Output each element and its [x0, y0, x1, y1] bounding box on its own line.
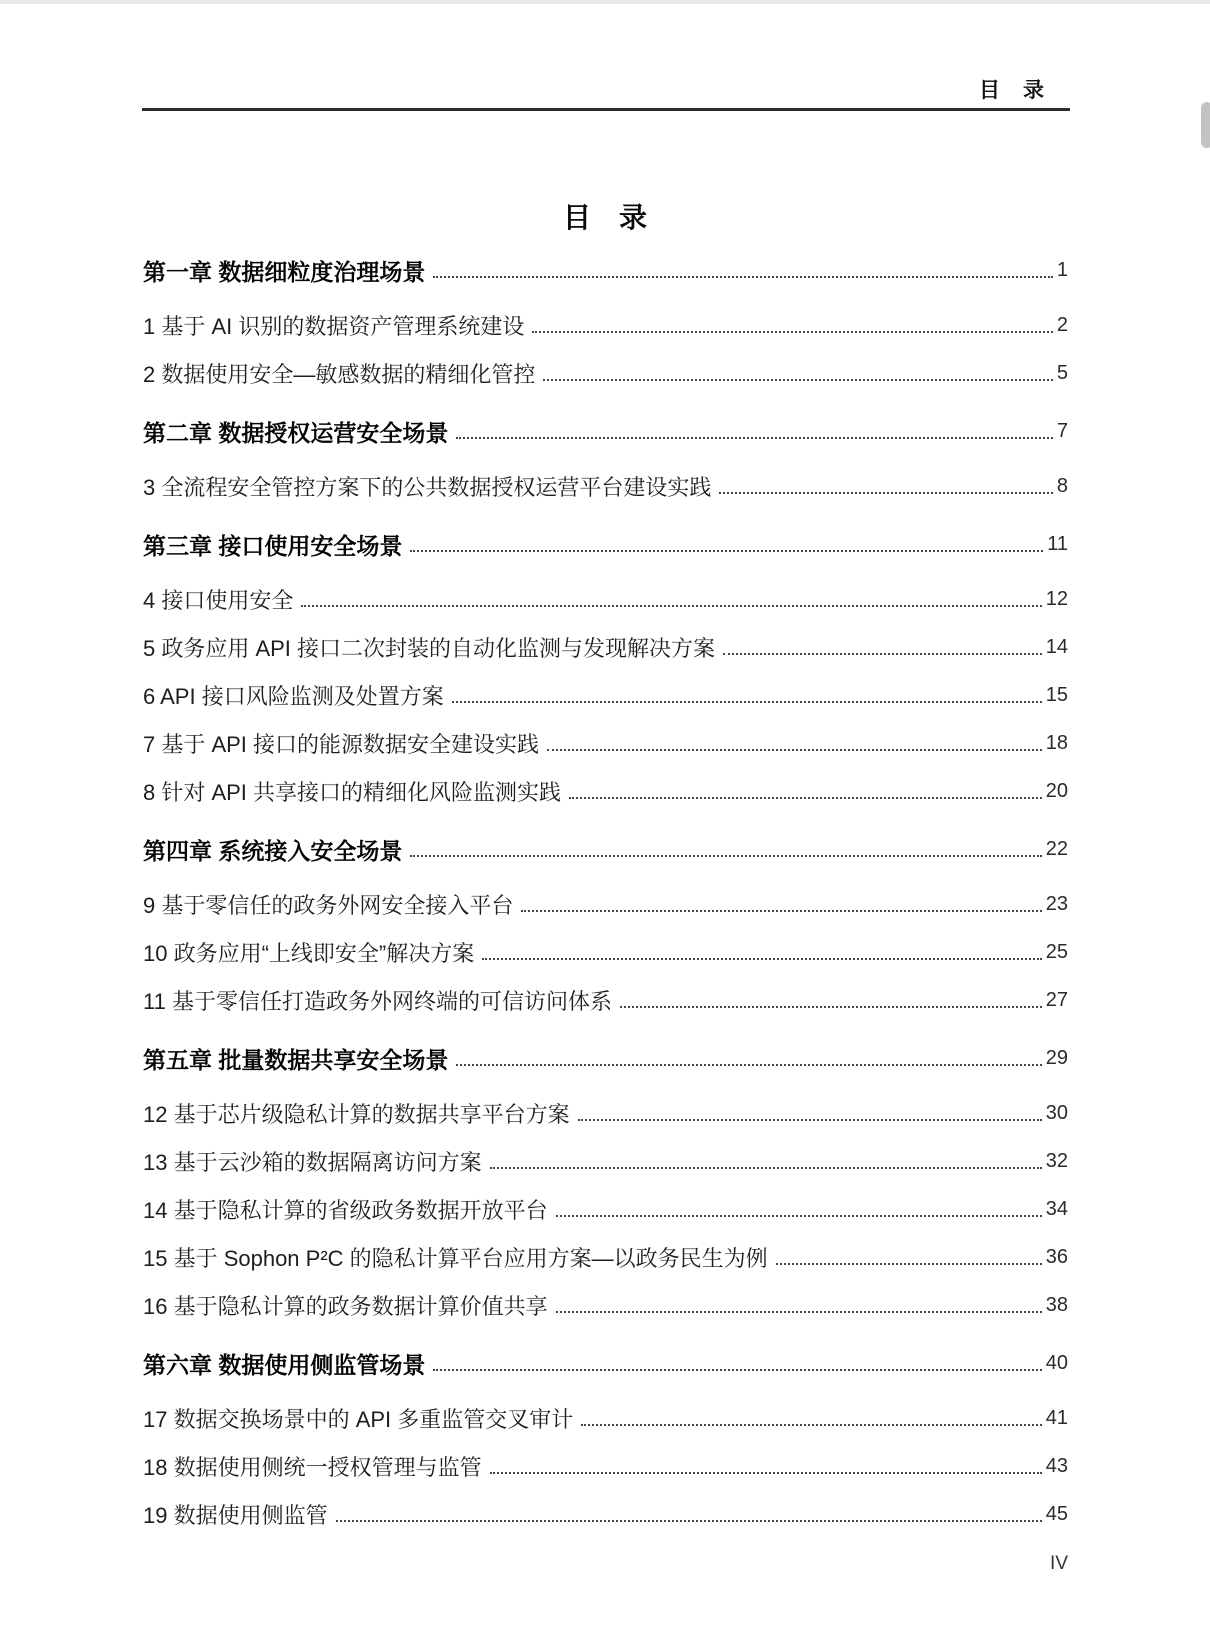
- toc-entry-label: 5 政务应用 API 接口二次封装的自动化监测与发现解决方案: [143, 635, 716, 661]
- toc-entry-page-number: 43: [1045, 1454, 1068, 1477]
- dot-leader: [556, 1215, 1042, 1217]
- toc-entry-page-number: 2: [1056, 313, 1068, 336]
- toc-entry-page-number: 14: [1045, 635, 1068, 658]
- toc-entry-page-number: 30: [1045, 1101, 1068, 1124]
- dot-leader: [410, 855, 1041, 857]
- toc-item-row[interactable]: [143, 1490, 1068, 1538]
- toc-entry-label: 第四章 系统接入安全场景: [143, 837, 403, 864]
- toc-entry-page-number: 36: [1045, 1245, 1068, 1268]
- dot-leader: [482, 958, 1042, 960]
- toc-item-row[interactable]: [143, 671, 1068, 719]
- toc-list: [143, 246, 1068, 1538]
- toc-entry-page-number: 15: [1045, 683, 1068, 706]
- toc-entry-label: 第五章 批量数据共享安全场景: [143, 1046, 449, 1073]
- toc-item-row[interactable]: [143, 1185, 1068, 1233]
- toc-entry-label: 7 基于 API 接口的能源数据安全建设实践: [143, 731, 540, 757]
- dot-leader: [556, 1311, 1042, 1313]
- dot-leader: [456, 437, 1052, 439]
- toc-entry-label: 15 基于 Sophon P²C 的隐私计算平台应用方案—以政务民生为例: [143, 1245, 768, 1271]
- running-header-title: 目 录: [979, 79, 1045, 102]
- toc-entry-label: 9 基于零信任的政务外网安全接入平台: [143, 892, 514, 918]
- toc-entry-page-number: 41: [1045, 1406, 1068, 1429]
- header-rule: [142, 108, 1070, 111]
- toc-item-row[interactable]: [143, 301, 1068, 349]
- dot-leader: [490, 1472, 1042, 1474]
- toc-entry-label: 3 全流程安全管控方案下的公共数据授权运营平台建设实践: [143, 474, 712, 500]
- toc-item-row[interactable]: [143, 1137, 1068, 1185]
- toc-entry-label: 4 接口使用安全: [143, 587, 294, 613]
- toc-entry-label: 14 基于隐私计算的省级政务数据开放平台: [143, 1197, 548, 1223]
- toc-item-row[interactable]: [143, 767, 1068, 815]
- page-number-footer: IV: [1050, 1553, 1068, 1574]
- toc-item-row[interactable]: [143, 1394, 1068, 1442]
- dot-leader: [776, 1263, 1042, 1265]
- dot-leader: [521, 910, 1041, 912]
- toc-entry-page-number: 38: [1045, 1293, 1068, 1316]
- toc-entry-page-number: 34: [1045, 1197, 1068, 1220]
- toc-entry-page-number: 29: [1045, 1046, 1068, 1069]
- dot-leader: [581, 1424, 1041, 1426]
- toc-entry-label: 第六章 数据使用侧监管场景: [143, 1351, 426, 1378]
- dot-leader: [723, 653, 1042, 655]
- toc-entry-page-number: 1: [1056, 258, 1068, 281]
- scrollbar-thumb[interactable]: [1201, 102, 1210, 148]
- dot-leader: [336, 1520, 1042, 1522]
- toc-entry-page-number: 5: [1056, 361, 1068, 384]
- dot-leader: [569, 797, 1042, 799]
- toc-entry-page-number: 7: [1056, 419, 1068, 442]
- toc-item-row[interactable]: [143, 575, 1068, 623]
- toc-item-row[interactable]: [143, 1089, 1068, 1137]
- dot-leader: [578, 1119, 1042, 1121]
- toc-entry-page-number: 27: [1045, 988, 1068, 1011]
- dot-leader: [433, 1369, 1041, 1371]
- toc-entry-page-number: 25: [1045, 940, 1068, 963]
- toc-entry-page-number: 23: [1045, 892, 1068, 915]
- toc-entry-page-number: 32: [1045, 1149, 1068, 1172]
- dot-leader: [490, 1167, 1042, 1169]
- toc-chapter-row[interactable]: [143, 1034, 1068, 1082]
- toc-item-row[interactable]: [143, 1281, 1068, 1329]
- toc-chapter-row[interactable]: [143, 520, 1068, 568]
- page-title: 目 录: [562, 202, 647, 233]
- toc-chapter-row[interactable]: [143, 825, 1068, 873]
- toc-entry-page-number: 8: [1056, 474, 1068, 497]
- toc-entry-label: 18 数据使用侧统一授权管理与监管: [143, 1454, 482, 1480]
- toc-item-row[interactable]: [143, 880, 1068, 928]
- dot-leader: [456, 1064, 1041, 1066]
- toc-entry-label: 19 数据使用侧监管: [143, 1502, 328, 1528]
- toc-entry-page-number: 40: [1045, 1351, 1068, 1374]
- toc-entry-label: 16 基于隐私计算的政务数据计算价值共享: [143, 1293, 548, 1319]
- toc-entry-label: 8 针对 API 共享接口的精细化风险监测实践: [143, 779, 562, 805]
- dot-leader: [620, 1006, 1042, 1008]
- toc-entry-label: 第一章 数据细粒度治理场景: [143, 258, 426, 285]
- dot-leader: [719, 492, 1053, 494]
- window-top-edge: [0, 0, 1210, 4]
- dot-leader: [532, 331, 1053, 333]
- toc-chapter-row[interactable]: [143, 246, 1068, 294]
- toc-entry-label: 17 数据交换场景中的 API 多重监管交叉审计: [143, 1406, 574, 1432]
- toc-entry-label: 11 基于零信任打造政务外网终端的可信访问体系: [143, 988, 612, 1014]
- dot-leader: [547, 749, 1042, 751]
- toc-item-row[interactable]: [143, 719, 1068, 767]
- toc-chapter-row[interactable]: [143, 1339, 1068, 1387]
- dot-leader: [452, 701, 1042, 703]
- toc-entry-label: 12 基于芯片级隐私计算的数据共享平台方案: [143, 1101, 570, 1127]
- dot-leader: [433, 276, 1052, 278]
- toc-entry-page-number: 12: [1045, 587, 1068, 610]
- dot-leader: [301, 605, 1041, 607]
- toc-entry-page-number: 11: [1047, 532, 1068, 555]
- toc-entry-page-number: 20: [1045, 779, 1068, 802]
- toc-entry-label: 10 政务应用“上线即安全”解决方案: [143, 940, 475, 966]
- toc-entry-page-number: 22: [1045, 837, 1068, 860]
- toc-entry-label: 1 基于 AI 识别的数据资产管理系统建设: [143, 313, 525, 339]
- toc-item-row[interactable]: [143, 349, 1068, 397]
- toc-entry-page-number: 18: [1045, 731, 1068, 754]
- toc-item-row[interactable]: [143, 623, 1068, 671]
- toc-entry-label: 13 基于云沙箱的数据隔离访问方案: [143, 1149, 482, 1175]
- dot-leader: [410, 550, 1043, 552]
- toc-entry-page-number: 45: [1045, 1502, 1068, 1525]
- toc-chapter-row[interactable]: [143, 407, 1068, 455]
- toc-entry-label: 第二章 数据授权运营安全场景: [143, 419, 449, 446]
- toc-entry-label: 6 API 接口风险监测及处置方案: [143, 683, 444, 709]
- toc-item-row[interactable]: [143, 1442, 1068, 1490]
- dot-leader: [543, 379, 1053, 381]
- toc-entry-label: 第三章 接口使用安全场景: [143, 532, 403, 559]
- toc-item-row[interactable]: [143, 1233, 1068, 1281]
- toc-item-row[interactable]: [143, 928, 1068, 976]
- toc-item-row[interactable]: [143, 976, 1068, 1024]
- toc-item-row[interactable]: [143, 462, 1068, 510]
- toc-entry-label: 2 数据使用安全—敏感数据的精细化管控: [143, 361, 536, 387]
